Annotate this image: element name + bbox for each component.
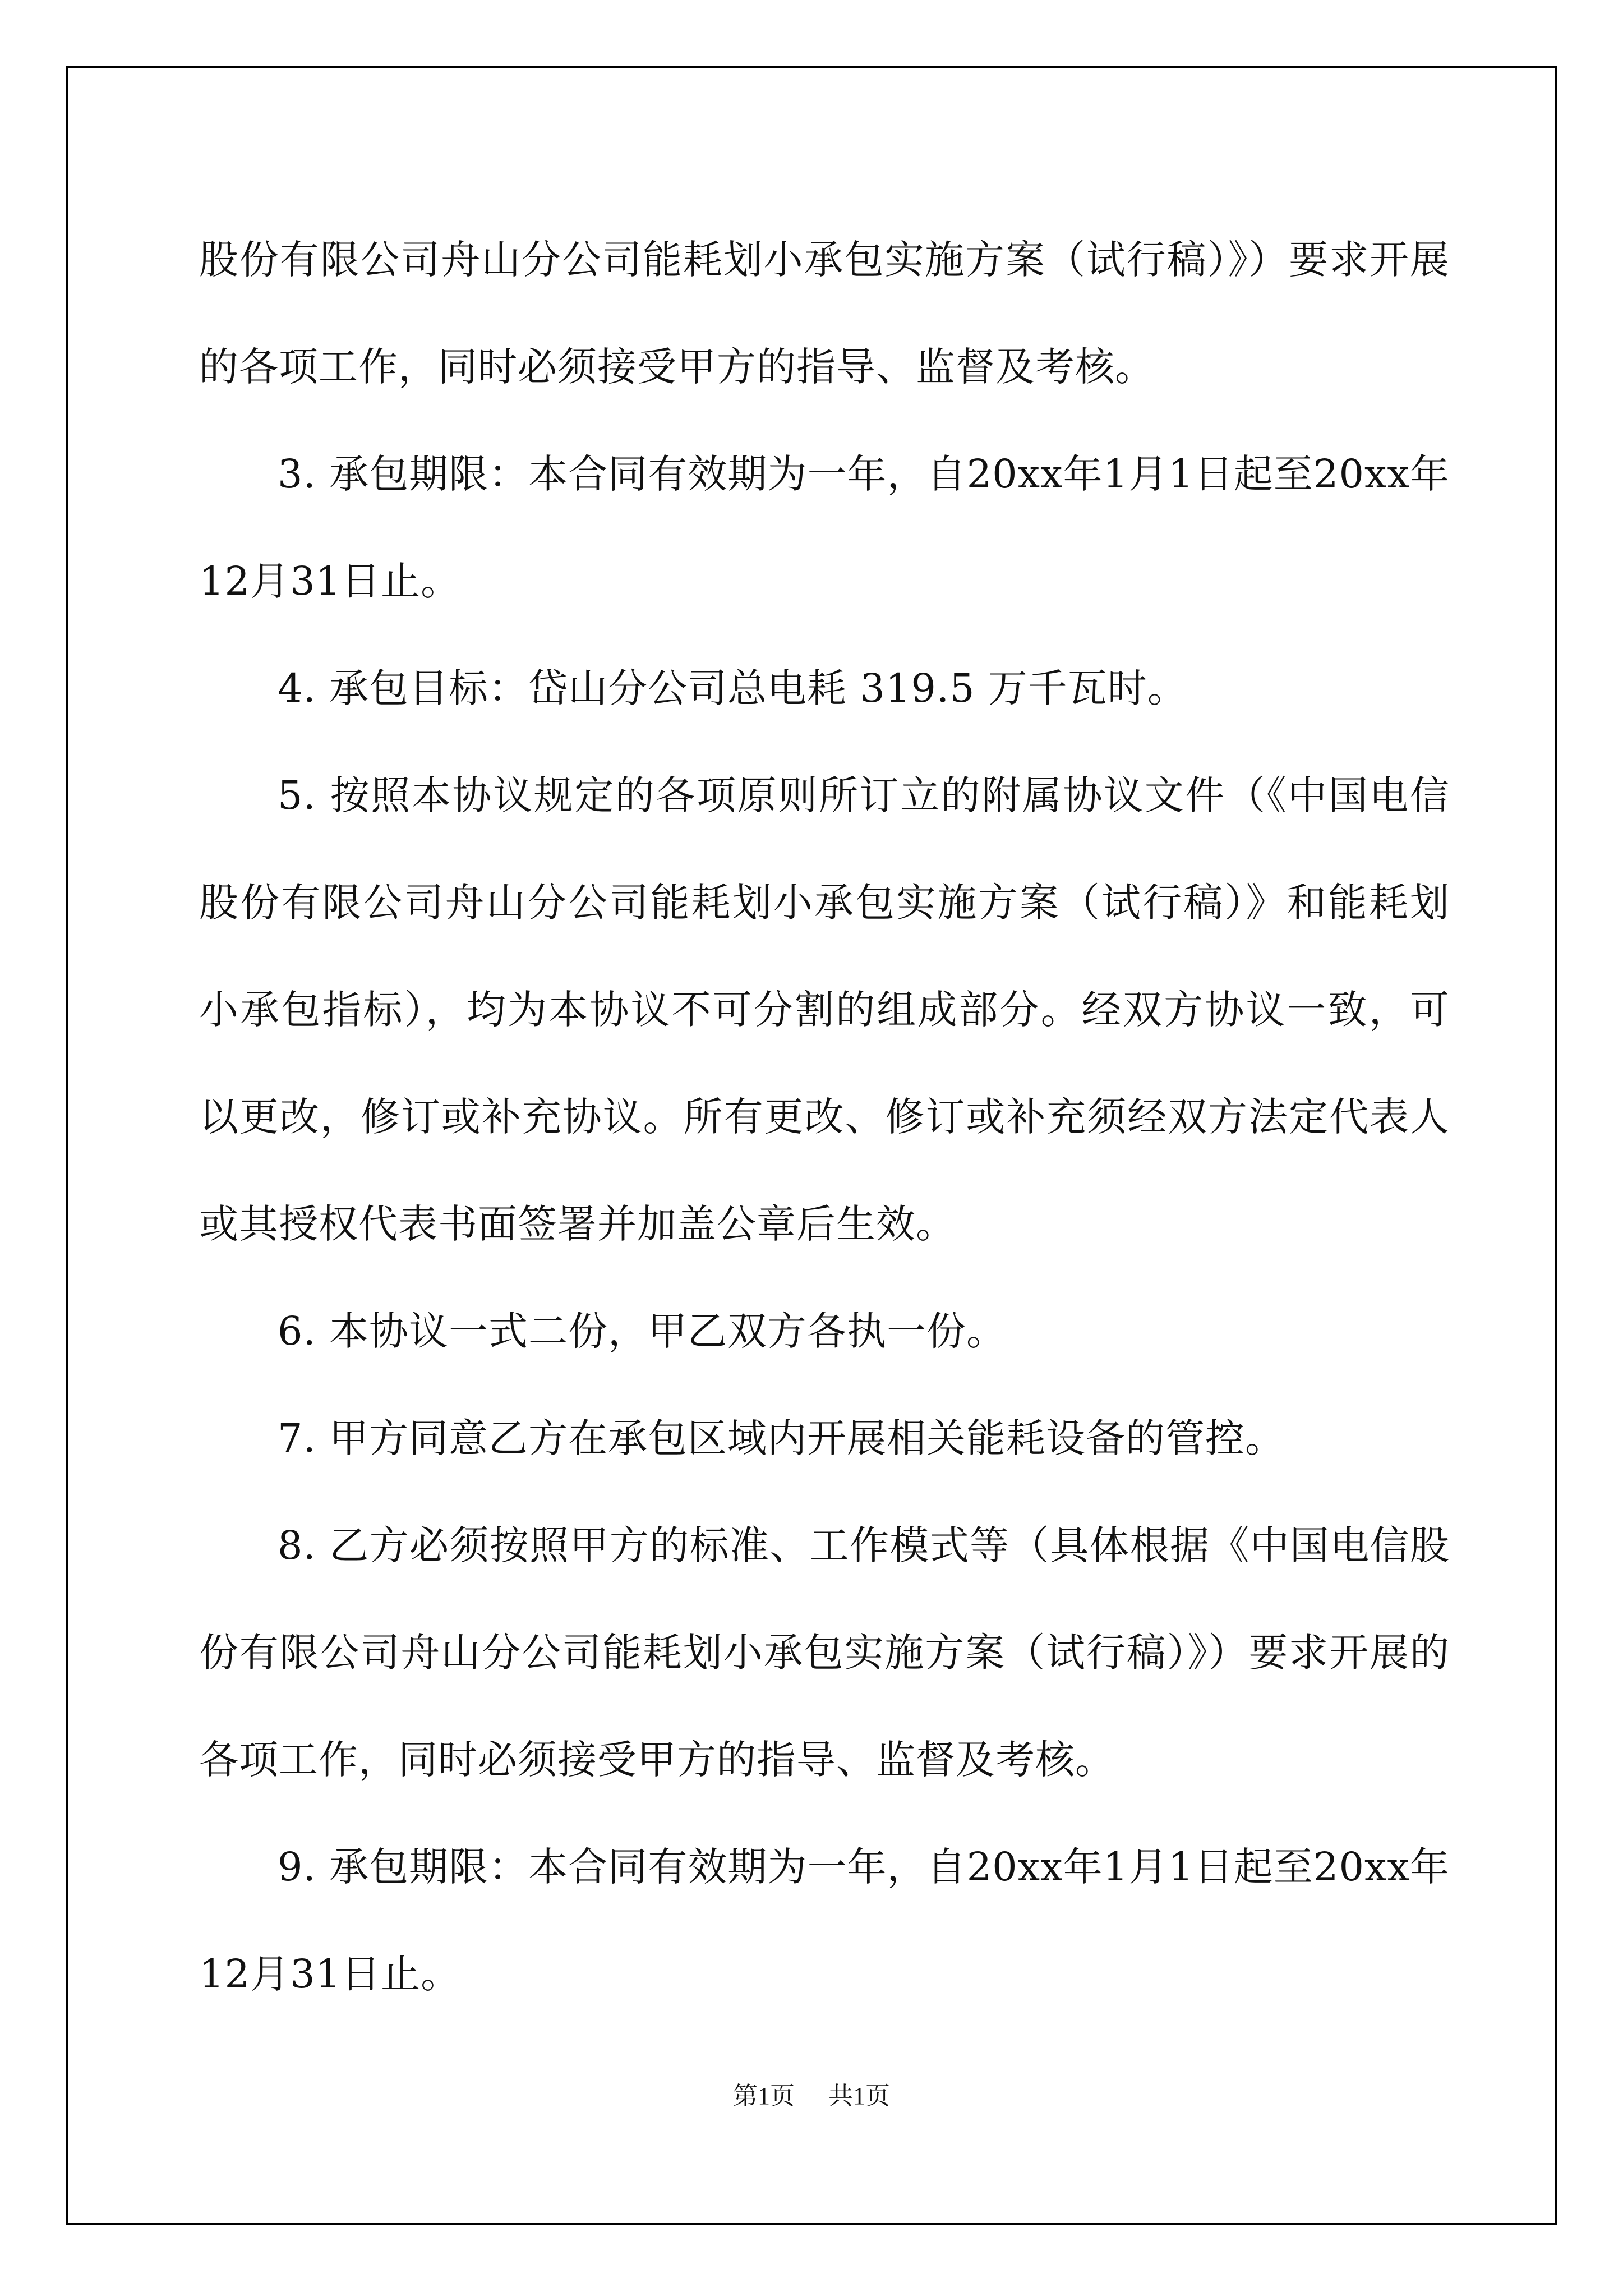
page-footer	[0, 2076, 1623, 2111]
paragraph-item-6: 6. 本协议一式二份，甲乙双方各执一份。	[278, 1308, 1007, 1354]
paragraph-item-4: 4. 承包目标：岱山分公司总电耗 319.5 万千瓦时。	[278, 665, 1187, 711]
paragraph-item-3: 3. 承包期限：本合同有效期为一年，自20xx年1月1日起至20xx年12月31日止。	[199, 451, 1450, 604]
paragraph-item-7: 7. 甲方同意乙方在承包区域内开展相关能耗设备的管控。	[278, 1415, 1285, 1461]
document-body	[199, 206, 1450, 2028]
page-total: 共1页	[828, 2082, 890, 2110]
paragraph-item-9: 9. 承包期限：本合同有效期为一年，自20xx年1月1日起至20xx年12月31日止。	[199, 1844, 1450, 1997]
paragraph-item-5: 5. 按照本协议规定的各项原则所订立的附属协议文件（《中国电信股份有限公司舟山分公司能耗划小承包实施方案（试行稿）》和能耗划小承包指标），均为本协议不可分割的组成部分。经双方协议一致，可以更改，修订或补充协议。所有更改、修订或补充须经双方法定代表人或其授权代表书面签署并加盖公章后生效。	[199, 772, 1450, 1247]
paragraph-continuation: 股份有限公司舟山分公司能耗划小承包实施方案（试行稿）》）要求开展的各项工作，同时必须接受甲方的指导、监督及考核。	[199, 237, 1450, 390]
page-number: 第1页	[733, 2082, 795, 2110]
paragraph-item-8: 8. 乙方必须按照甲方的标准、工作模式等（具体根据《中国电信股份有限公司舟山分公司能耗划小承包实施方案（试行稿）》）要求开展的各项工作，同时必须接受甲方的指导、监督及考核。	[199, 1522, 1450, 1783]
